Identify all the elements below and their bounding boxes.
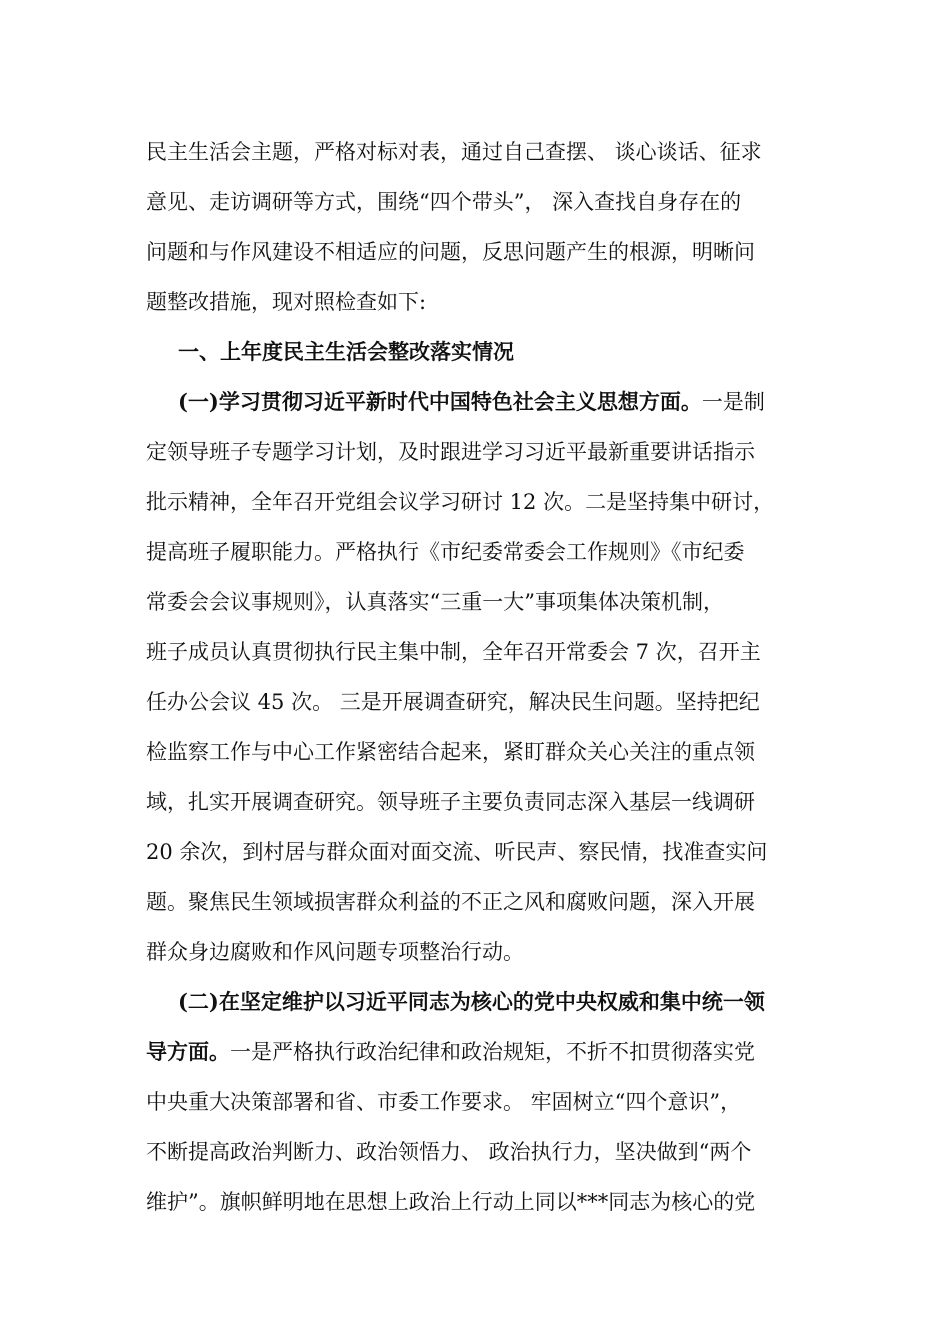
subsection-line: (一)学习贯彻习近平新时代中国特色社会主义思想方面。一是制 <box>178 389 765 414</box>
text-line: 群众身边腐败和作风问题专项整治行动。 <box>146 940 524 964</box>
text-line: 域，扎实开展调查研究。领导班子主要负责同志深入基层一线调研 <box>146 790 755 814</box>
text-line: 问题和与作风建设不相适应的问题，反思问题产生的根源，明晰问 <box>146 240 755 264</box>
subsection-line: 导方面。一是严格执行政治纪律和政治规矩，不折不扣贯彻落实党 <box>146 1039 755 1064</box>
text-line: 题整改措施，现对照检查如下: <box>146 290 427 314</box>
text-line: 意见、走访调研等方式，围绕“四个带头”， 深入查找自身存在的 <box>146 190 742 214</box>
subsection-line <box>0 987 950 1017</box>
text-line: 班子成员认真贯彻执行民主集中制，全年召开常委会 7 次，召开主 <box>146 640 761 664</box>
text-line: 批示精神，全年召开党组会议学习研讨 12 次。二是坚持集中研讨， <box>146 490 775 514</box>
text-line: 不断提高政治判断力、政治领悟力、 政治执行力，坚决做到“两个 <box>146 1140 752 1164</box>
subsection-heading: (一)学习贯彻习近平新时代中国特色社会主义思想方面。 <box>178 389 702 414</box>
section-heading: 一、上年度民主生活会整改落实情况 <box>178 339 514 364</box>
text-line: 民主生活会主题，严格对标对表，通过自己查摆、 谈心谈话、征求 <box>146 140 762 164</box>
text-line: 中央重大决策部署和省、市委工作要求。 牢固树立“四个意识”， <box>146 1090 742 1114</box>
subsection-heading: (二)在坚定维护以习近平同志为核心的党中央权威和集中统一领 <box>178 989 765 1014</box>
text-line: 20 余次，到村居与群众面对面交流、听民声、察民情，找准查实问 <box>146 840 768 864</box>
text-line: 提高班子履职能力。严格执行《市纪委常委会工作规则》《市纪委 <box>146 540 745 564</box>
text-line: 检监察工作与中心工作紧密结合起来，紧盯群众关心关注的重点领 <box>146 740 755 764</box>
subsection-heading-end: 导方面。 <box>146 1039 230 1064</box>
text-line: 定领导班子专题学习计划，及时跟进学习习近平最新重要讲话指示 <box>146 440 755 464</box>
text-line: 维护”。旗帜鲜明地在思想上政治上行动上同以***同志为核心的党 <box>146 1190 756 1214</box>
text-line: 常委会会议事规则》，认真落实“三重一大”事项集体决策机制， <box>146 590 724 614</box>
text-line: 任办公会议 45 次。 三是开展调查研究，解决民生问题。坚持把纪 <box>146 690 760 714</box>
text-line: 题。聚焦民生领域损害群众利益的不正之风和腐败问题，深入开展 <box>146 890 755 914</box>
